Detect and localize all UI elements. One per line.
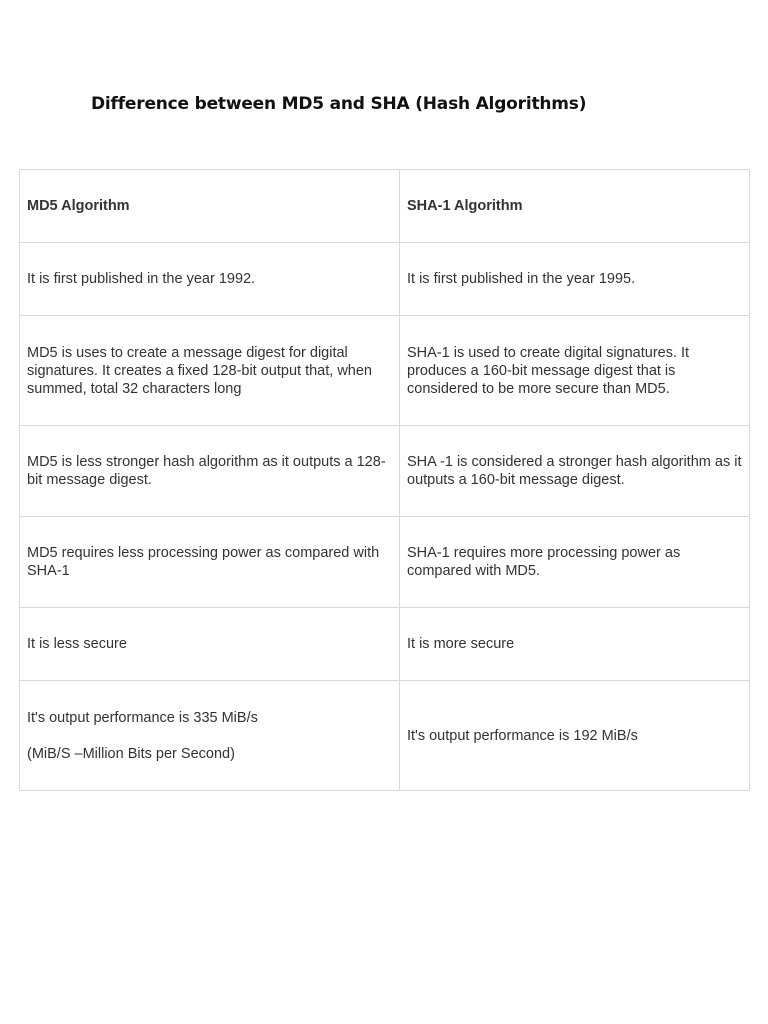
cell-text: SHA-1 is used to create digital signatures. It produces a 160-bit message digest that is considered to be more secure than MD5. <box>407 344 690 397</box>
cell-md5: It is first published in the year 1992. <box>20 243 400 316</box>
header-sha1: SHA-1 Algorithm <box>400 170 750 243</box>
cell-sha1: It is first published in the year 1995. <box>400 243 750 316</box>
table-row <box>20 316 750 426</box>
cell-md5: MD5 is less stronger hash algorithm as it outputs a 128-bit message digest. <box>20 426 400 517</box>
table-row <box>20 243 750 316</box>
comparison-table <box>19 169 750 791</box>
cell-sha1: It's output performance is 192 MiB/s <box>400 681 750 791</box>
table-header-row <box>20 170 750 243</box>
cell-sha1: SHA-1 requires more processing power as compared with MD5. <box>400 517 750 608</box>
cell-text: It's output performance is 335 MiB/s <box>27 709 258 726</box>
header-md5: MD5 Algorithm <box>20 170 400 243</box>
cell-sha1 <box>400 316 750 426</box>
table-row <box>20 426 750 517</box>
cell-sha1: It is more secure <box>400 608 750 681</box>
table-row <box>20 608 750 681</box>
cell-md5: MD5 requires less processing power as compared with SHA-1 <box>20 517 400 608</box>
table-row <box>20 517 750 608</box>
cell-sha1: SHA -1 is considered a stronger hash algorithm as it outputs a 160-bit message digest. <box>400 426 750 517</box>
cell-text: MD5 is uses to create a message digest for digital signatures. It creates a fixed 128-bit output that, when summed, total 32 characters long <box>27 344 372 397</box>
cell-md5 <box>20 316 400 426</box>
unit-note: (MiB/S –Million Bits per Second) <box>27 745 235 762</box>
cell-md5: It is less secure <box>20 608 400 681</box>
table-row <box>20 681 750 791</box>
cell-md5 <box>20 681 400 791</box>
document-title: Difference between MD5 and SHA (Hash Algorithms) <box>91 94 587 114</box>
